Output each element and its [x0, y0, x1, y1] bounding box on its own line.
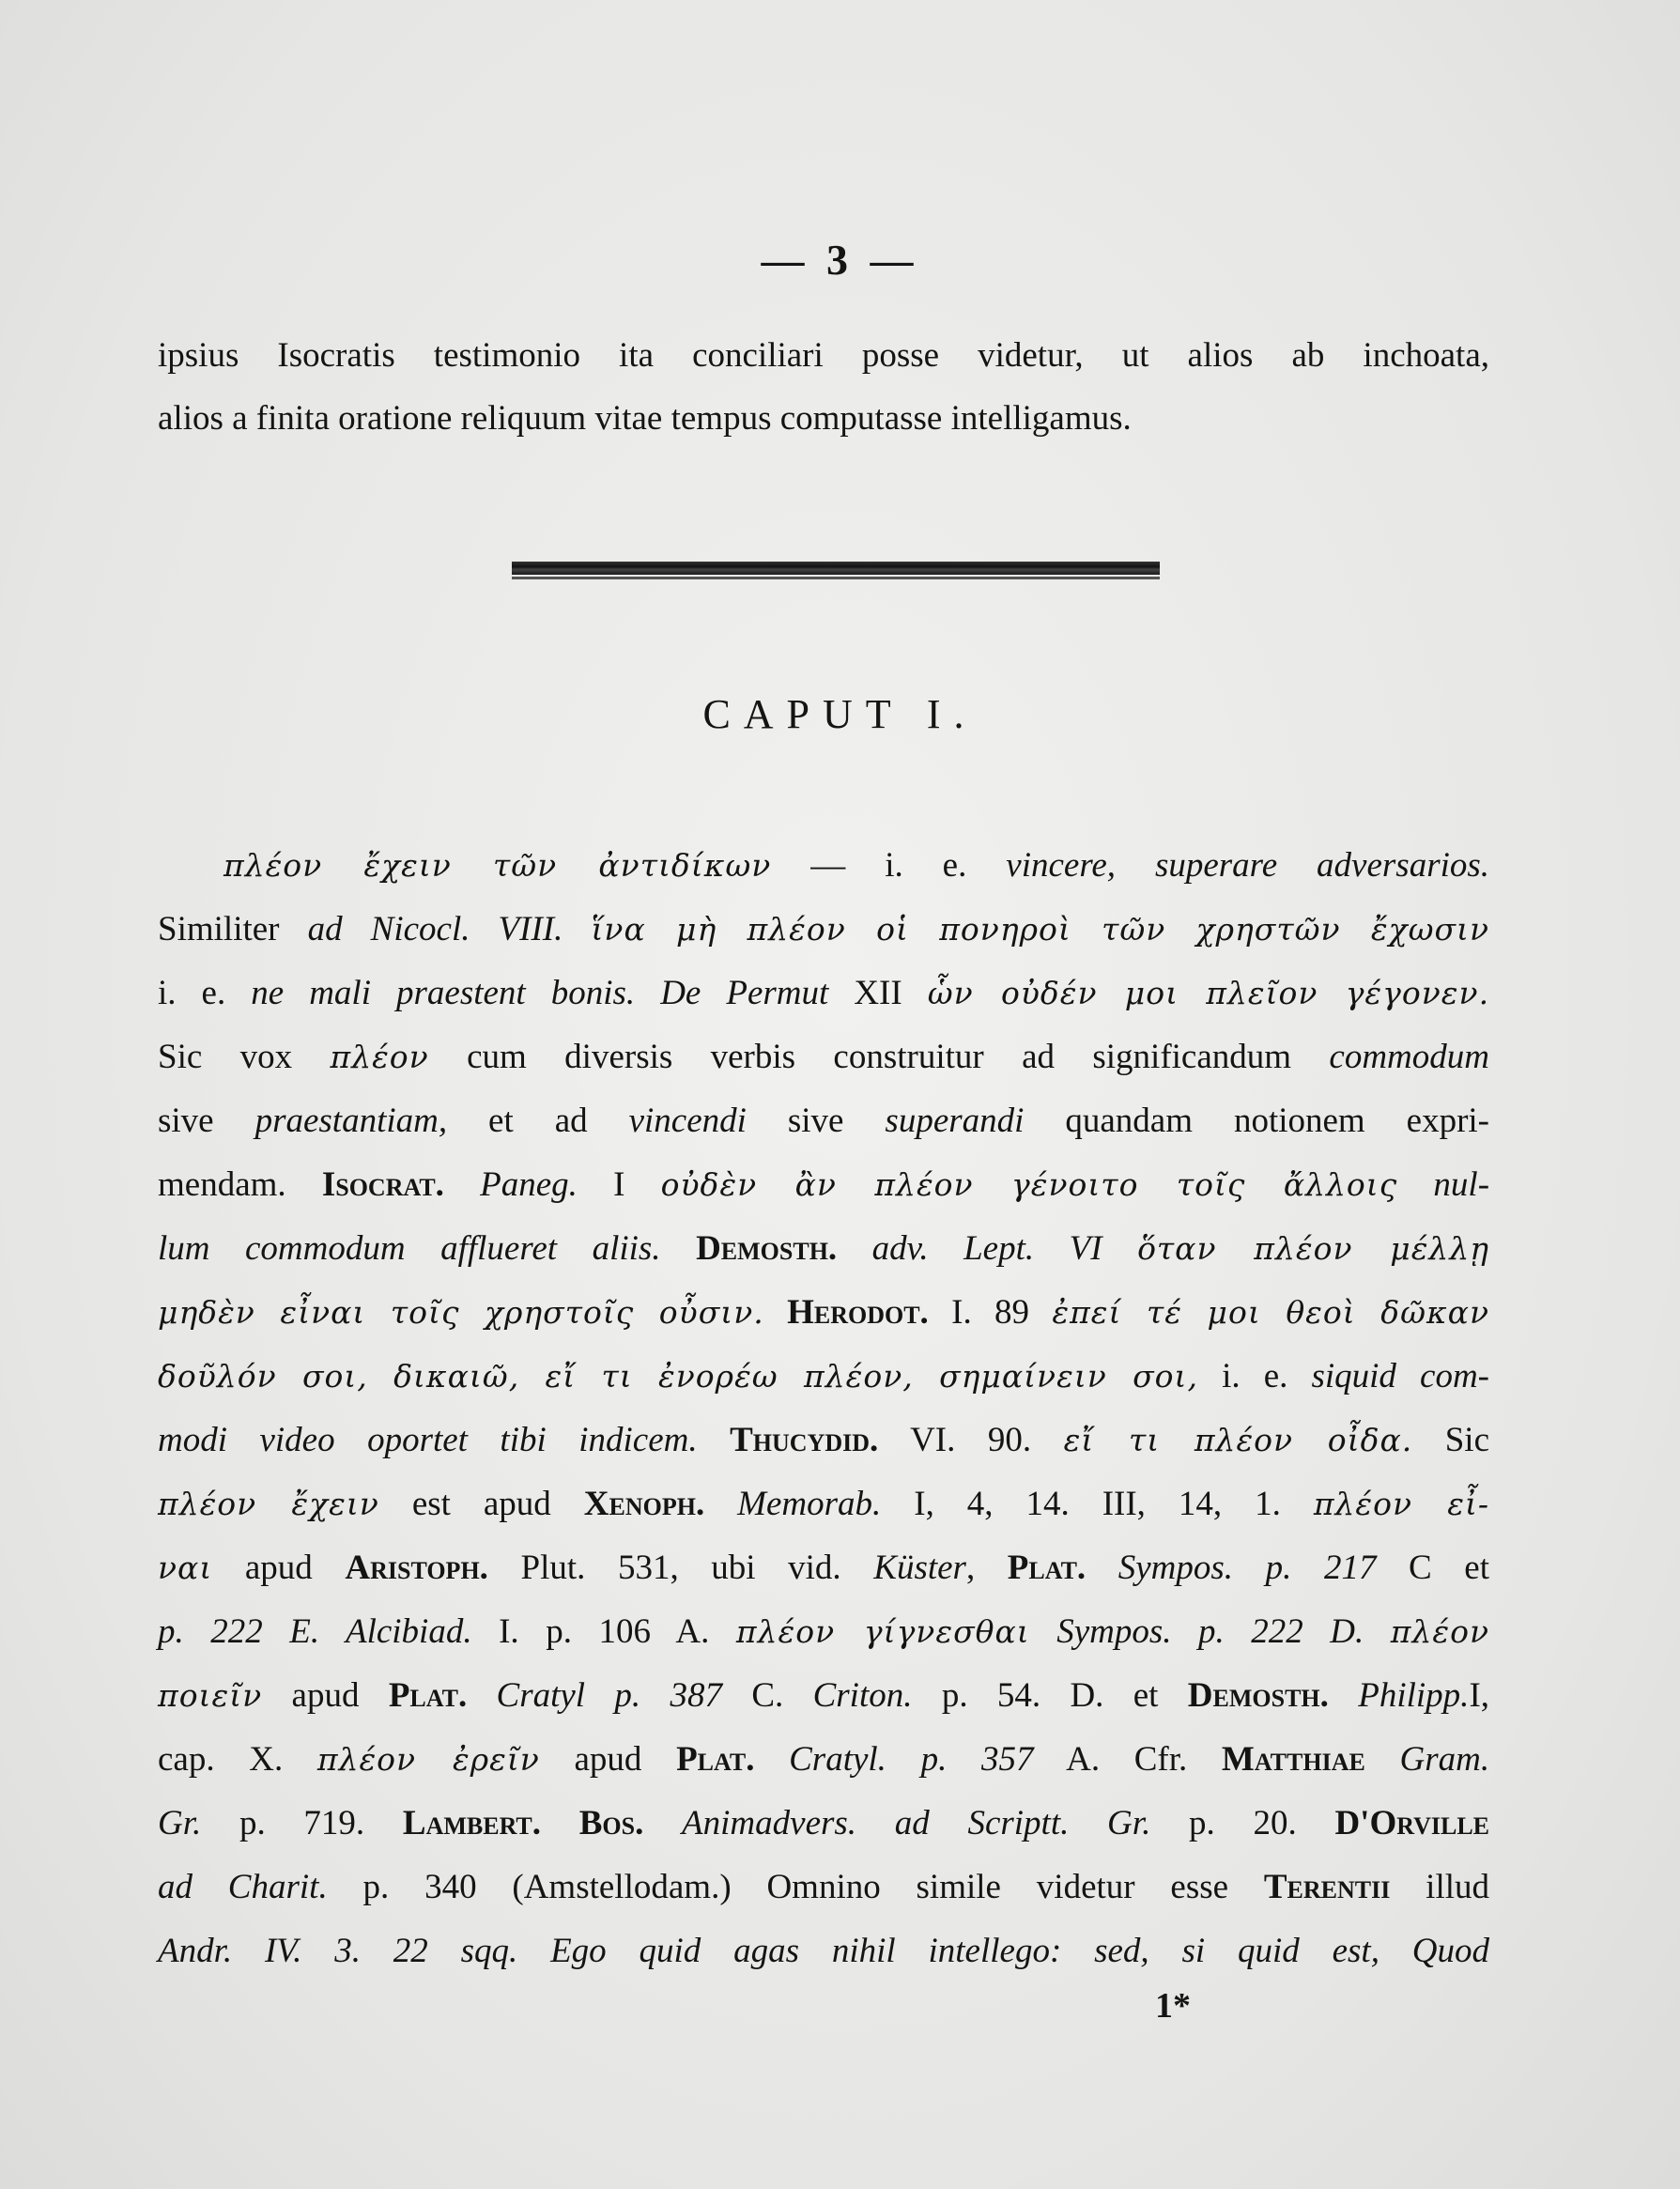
- greek-text: πλέον γίγνεσθαι: [735, 1613, 1030, 1650]
- citation: Cratyl. p. 357: [789, 1740, 1034, 1779]
- citation: Sympos. p. 222 D.: [1056, 1612, 1364, 1651]
- text: VI. 90.: [910, 1421, 1032, 1459]
- author-name: Plat.: [388, 1676, 468, 1715]
- text: apud: [574, 1740, 642, 1779]
- italic-text: superandi: [885, 1102, 1025, 1140]
- text: est apud: [411, 1485, 551, 1523]
- body-line: [158, 1290, 1489, 1335]
- signature-mark: 1*: [1155, 1986, 1191, 2026]
- greek-text: πλέον ἔχειν τῶν ἀντιδίκων: [223, 847, 772, 884]
- author-name: Aristoph.: [345, 1549, 488, 1587]
- citation: Gr.: [158, 1804, 202, 1842]
- text: sive: [158, 1102, 214, 1140]
- author-name: Thucydid.: [730, 1421, 879, 1459]
- text: apud: [244, 1549, 313, 1587]
- greek-text: ἵνα μὴ πλέον οἱ πονηροὶ τῶν χρηστῶν ἔχωσιν: [591, 911, 1490, 948]
- greek-text: πλέον ἔχειν: [158, 1486, 379, 1522]
- citation: De Permut: [660, 974, 829, 1012]
- text: illud: [1426, 1868, 1490, 1906]
- text: I. p. 106 A.: [499, 1612, 710, 1651]
- text: I. 89: [951, 1293, 1030, 1332]
- italic-text: ne mali praestent bonis.: [251, 974, 636, 1012]
- greek-text: πλέον: [1390, 1613, 1490, 1650]
- text: cap. X.: [158, 1740, 284, 1779]
- body-line: [158, 1929, 1489, 1974]
- italic-text: modi video oportet tibi indicem.: [158, 1421, 698, 1459]
- text: C.: [751, 1676, 784, 1715]
- author-name: Demosth.: [696, 1229, 838, 1268]
- chapter-heading: CAPUT I.: [702, 691, 978, 737]
- text: quandam notionem expri-: [1065, 1102, 1490, 1140]
- italic-text: praestantiam,: [254, 1102, 448, 1140]
- greek-text: ποιεῖν: [158, 1677, 263, 1714]
- body-line: [158, 1801, 1489, 1846]
- italic-text: siquid com-: [1311, 1357, 1489, 1395]
- italic-text: vincendi: [628, 1102, 747, 1140]
- greek-text: πλέον ἐρεῖν: [316, 1741, 540, 1778]
- citation: ad Nicocl. VIII.: [307, 910, 563, 948]
- body-line: [158, 1673, 1489, 1719]
- citation: Sympos. p. 217: [1117, 1549, 1377, 1587]
- body-line: [158, 1610, 1489, 1655]
- body-line: [158, 1546, 1489, 1591]
- greek-text: μηδὲν εἶναι τοῖς χρηστοῖς οὖσιν.: [158, 1294, 764, 1331]
- author-name: Lambert. Bos.: [402, 1804, 644, 1842]
- text: mendam.: [158, 1165, 286, 1204]
- greek-text: ναι: [158, 1549, 213, 1586]
- text: p. 20.: [1189, 1804, 1297, 1842]
- greek-text: δοῦλόν σοι, δικαιῶ, εἴ τι ἐνορέω πλέον, σημαίνειν σοι,: [158, 1358, 1198, 1395]
- greek-text: πλέον: [330, 1039, 429, 1075]
- italic-text: commodum: [1329, 1038, 1489, 1076]
- author-name: Isocrat.: [321, 1165, 444, 1204]
- author-name: Plat.: [1007, 1549, 1087, 1587]
- text: p. 54. D. et: [941, 1676, 1159, 1715]
- text: I: [613, 1165, 625, 1204]
- text: p. 719.: [239, 1804, 365, 1842]
- text: Plut. 531, ubi vid.: [520, 1549, 841, 1587]
- intro-line-2: alios a finita oratione reliquum vitae tempus computasse intelligamus.: [158, 399, 1132, 438]
- text: I, 4, 14. III, 14, 1.: [914, 1485, 1281, 1523]
- text: XII: [854, 974, 902, 1012]
- body-line: [158, 1035, 1489, 1080]
- citation: Memorab.: [737, 1485, 882, 1523]
- citation: Philipp.: [1358, 1676, 1470, 1715]
- text: et ad: [488, 1102, 588, 1140]
- text: p. 340 (Amstellodam.) Omnino simile videtur esse: [362, 1868, 1229, 1906]
- citation: Gram.: [1399, 1740, 1490, 1779]
- intro-line-1: ipsius Isocratis testimonio ita conciliari posse videtur, ut alios ab inchoata,: [158, 336, 1489, 375]
- greek-text: οὐδὲν ἂν πλέον γένοιτο τοῖς ἄλλοις: [660, 1166, 1398, 1203]
- citation: ad Charit.: [158, 1868, 328, 1906]
- text: A. Cfr.: [1066, 1740, 1188, 1779]
- body-line: [158, 907, 1489, 952]
- greek-text: ὅταν πλέον μέλλῃ: [1137, 1230, 1490, 1267]
- citation: Cratyl p. 387: [496, 1676, 722, 1715]
- citation: Criton.: [812, 1676, 913, 1715]
- text: i. e.: [1222, 1357, 1288, 1395]
- text: Similiter: [158, 910, 280, 948]
- author-name: Terentii: [1263, 1868, 1391, 1906]
- page-number: — 3 —: [761, 236, 919, 284]
- italic-text: Küster: [873, 1549, 966, 1587]
- citation: adv. Lept. VI: [871, 1229, 1102, 1268]
- text: i. e.: [158, 974, 226, 1012]
- body-line: [158, 1418, 1489, 1463]
- greek-text: πλέον εἶ-: [1313, 1486, 1490, 1522]
- author-name: Xenoph.: [583, 1485, 705, 1523]
- text: cum diversis verbis construitur ad significandum: [467, 1038, 1292, 1076]
- italic-text: nul-: [1433, 1165, 1490, 1204]
- body-line: [158, 1865, 1489, 1910]
- section-rule-under: [512, 577, 1160, 579]
- text: sive: [787, 1102, 844, 1140]
- text: apud: [291, 1676, 360, 1715]
- text: C et: [1409, 1549, 1489, 1587]
- body-line: [158, 1226, 1489, 1272]
- greek-text: εἴ τι πλέον οἶδα.: [1063, 1422, 1413, 1458]
- body-line: [158, 1163, 1489, 1208]
- greek-text: ἐπεί τέ μοι θεοὶ δῶκαν: [1052, 1294, 1490, 1331]
- citation: p. 222 E. Alcibiad.: [158, 1612, 472, 1651]
- citation: Animadvers. ad Scriptt. Gr.: [682, 1804, 1151, 1842]
- text: Sic: [1444, 1421, 1490, 1459]
- italic-text: vincere, superare adversarios.: [1006, 846, 1490, 885]
- body-line: [158, 1099, 1489, 1144]
- italic-text: lum commodum afflueret aliis.: [158, 1229, 661, 1268]
- citation: Paneg.: [480, 1165, 578, 1204]
- text: I,: [1469, 1676, 1490, 1715]
- text: Sic vox: [158, 1038, 293, 1076]
- body-line: [158, 843, 1489, 888]
- body-line: [158, 1482, 1489, 1527]
- section-rule: [512, 562, 1160, 575]
- body-line: [158, 1737, 1489, 1782]
- author-name: Matthiae: [1221, 1740, 1365, 1779]
- greek-text: ὧν οὐδέν μοι πλεῖον γέγονεν.: [927, 975, 1490, 1011]
- body-line: [158, 1354, 1489, 1399]
- text: — i. e.: [810, 846, 967, 885]
- text: ,: [965, 1549, 976, 1587]
- author-name: D'Orville: [1334, 1804, 1489, 1842]
- author-name: Demosth.: [1187, 1676, 1329, 1715]
- body-line: [158, 971, 1489, 1016]
- author-name: Herodot.: [787, 1293, 929, 1332]
- italic-text: Andr. IV. 3. 22 sqq. Ego quid agas nihil intellego: sed, si quid est, Quod: [158, 1932, 1489, 1970]
- author-name: Plat.: [676, 1740, 755, 1779]
